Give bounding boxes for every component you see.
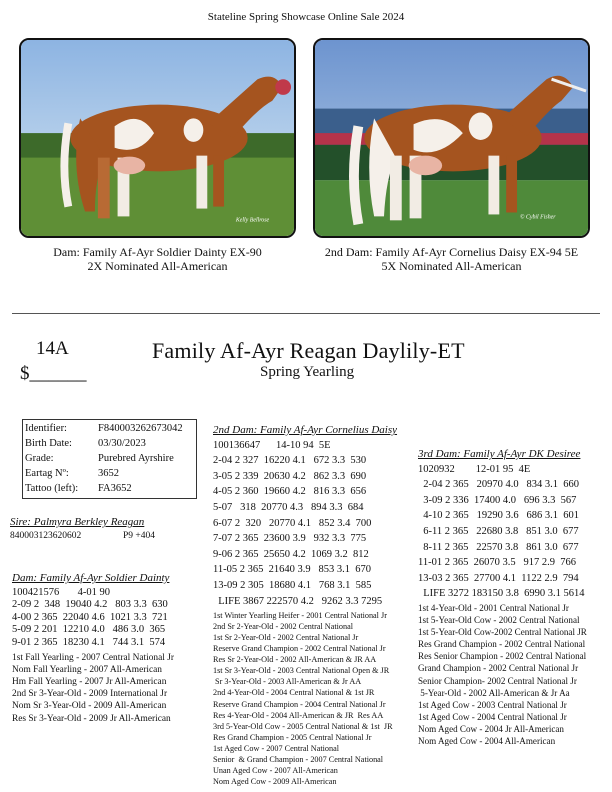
id-row xyxy=(23,423,196,438)
dam-photo xyxy=(19,38,296,238)
award-line: Res Grand Champion - 2002 Central National xyxy=(418,639,586,650)
award-line: Reserve Grand Champion - 2004 Central National Jr xyxy=(213,699,386,709)
record-line: 4-05 2 360 19660 4.2 816 3.3 656 xyxy=(213,486,367,498)
award-line: 3rd 5-Year-Old Cow - 2005 Central National & 1st JR xyxy=(213,721,393,731)
award-line: 1st Aged Cow - 2007 Central National xyxy=(213,743,339,753)
second-dam-awards xyxy=(213,610,413,787)
record-line: 13-03 2 365 27700 4.1 1122 2.9 794 xyxy=(418,572,579,584)
record-line: 5-09 2 201 12210 4.0 486 3.0 365 xyxy=(12,624,166,636)
award-line: 1st 4-Year-Old - 2001 Central National Jr xyxy=(418,602,569,613)
award-line: 1st Winter Yearling Heifer - 2001 Central National Jr xyxy=(213,611,387,621)
second-dam-caption-line1: 2nd Dam: Family Af-Ayr Cornelius Daisy EX-94 5E xyxy=(324,245,579,259)
dam-records xyxy=(12,587,212,650)
second-dam-records xyxy=(213,438,413,610)
record-line: 4-10 2 365 19290 3.6 686 3.1 601 xyxy=(418,510,579,522)
award-line: Unan Aged Cow - 2007 All-American xyxy=(213,765,338,775)
divider xyxy=(12,313,600,314)
award-line: Res Sr 2-Year-Old - 2002 All-American & JR AA xyxy=(213,655,377,665)
record-line: 9-06 2 365 25650 4.2 1069 3.2 812 xyxy=(213,548,369,560)
award-line: 1st Fall Yearling - 2007 Central National Jr xyxy=(12,652,174,663)
id-value: Purebred Ayrshire xyxy=(98,453,174,464)
sire-heading: Sire: Palmyra Berkley Reagan xyxy=(10,516,145,528)
award-line: 1st Aged Cow - 2003 Central National Jr xyxy=(418,699,567,710)
id-value: F840003262673042 xyxy=(98,423,183,434)
third-dam-records xyxy=(418,462,608,602)
record-line: 100136647 14-10 94 5E xyxy=(213,439,331,451)
record-line: 2-04 2 327 16220 4.1 672 3.3 530 xyxy=(213,455,367,467)
award-line: Reserve Grand Champion - 2002 Central National Jr xyxy=(213,644,386,654)
record-line: 6-07 2 320 20770 4.1 852 3.4 700 xyxy=(213,517,372,529)
award-line: Grand Champion - 2002 Central National Jr xyxy=(418,663,579,674)
award-line: 1st Sr 2-Year-Old - 2002 Central National Jr xyxy=(213,633,359,643)
award-line: Senior Champion- 2002 Central National Jr xyxy=(418,675,577,686)
record-line: 6-11 2 365 22680 3.8 851 3.0 677 xyxy=(418,525,579,537)
award-line: Res Sr 3-Year-Old - 2009 Jr All-American xyxy=(12,713,171,724)
record-line: 100421576 4-01 90 xyxy=(12,586,110,598)
second-dam-caption-line2: 5X Nominated All-American xyxy=(381,259,522,273)
sale-title: Stateline Spring Showcase Online Sale 2024 xyxy=(207,11,405,23)
photo-credit-1: Kelly Bellrose xyxy=(235,217,270,224)
id-label: Identifier: xyxy=(25,423,67,434)
record-line: 8-11 2 365 22570 3.8 861 3.0 677 xyxy=(418,541,579,553)
photo-credit-2: © Cybil Fisher xyxy=(519,214,556,221)
award-line: Sr 3-Year-Old - 2003 All-American & Jr AA xyxy=(213,677,362,687)
id-value: FA3652 xyxy=(98,483,132,494)
record-line: 9-01 2 365 18230 4.1 744 3.1 574 xyxy=(12,636,166,648)
id-row xyxy=(23,438,196,453)
dam-awards xyxy=(12,652,212,725)
record-line: 1020932 12-01 95 4E xyxy=(418,463,531,475)
record-line: 11-01 2 365 26070 3.5 917 2.9 766 xyxy=(418,557,576,569)
dam-caption-line1: Dam: Family Af-Ayr Soldier Dainty EX-90 xyxy=(53,245,262,259)
animal-name: Family Af-Ayr Reagan Daylily-ET xyxy=(152,338,465,363)
record-line: 5-07 318 20770 4.3 894 3.3 684 xyxy=(213,501,364,513)
third-dam-heading: 3rd Dam: Family Af-Ayr DK Desiree xyxy=(418,448,581,460)
award-line: Res 4-Year-Old - 2004 All-American & JR Res AA xyxy=(213,710,384,720)
sire-registration: 840003123620602 xyxy=(10,531,82,541)
award-line: Nom Aged Cow - 2009 All-American xyxy=(213,776,337,786)
award-line: 2nd Sr 3-Year-Old - 2009 International Jr xyxy=(12,689,168,700)
price-blank: $______ xyxy=(20,363,87,384)
id-row xyxy=(23,468,196,483)
id-row xyxy=(23,483,196,498)
record-line: 13-09 2 305 18680 4.1 768 3.1 585 xyxy=(213,579,372,591)
dam-heading: Dam: Family Af-Ayr Soldier Dainty xyxy=(12,572,170,584)
award-line: 2nd 4-Year-Old - 2004 Central National & 1st JR xyxy=(213,688,375,698)
record-line: 7-07 2 365 23600 3.9 932 3.3 775 xyxy=(213,533,367,545)
award-line: 5-Year-Old - 2002 All-American & Jr Aa xyxy=(418,687,570,698)
award-line: Senior & Grand Champion - 2007 Central National xyxy=(213,754,384,764)
award-line: 1st Aged Cow - 2004 Central National Jr xyxy=(418,711,567,722)
award-line: Nom Aged Cow - 2004 Jr All-American xyxy=(418,723,564,734)
record-line: LIFE 3272 183150 3.8 6990 3.1 5614 xyxy=(418,588,585,600)
award-line: Nom Fall Yearling - 2007 All-American xyxy=(12,664,162,675)
award-line: 2nd Sr 2-Year-Old - 2002 Central National xyxy=(213,622,353,632)
id-label: Eartag Nº: xyxy=(25,468,69,479)
id-value: 03/30/2023 xyxy=(98,438,146,449)
award-line: 1st 5-Year-Old Cow-2002 Central National JR xyxy=(418,627,587,638)
id-label: Tattoo (left): xyxy=(25,483,79,494)
record-line: 4-00 2 365 22040 4.6 1021 3.3 721 xyxy=(12,611,168,623)
award-line: Res Grand Champion - 2005 Central National Jr xyxy=(213,732,372,742)
record-line: 11-05 2 365 21640 3.9 853 3.1 670 xyxy=(213,564,371,576)
dam-photo-caption xyxy=(19,245,296,273)
third-dam-section xyxy=(418,448,608,747)
id-row xyxy=(23,453,196,468)
award-line: Nom Aged Cow - 2004 All-American xyxy=(418,735,556,746)
third-dam-awards xyxy=(418,602,608,747)
record-line: 3-05 2 339 20630 4.2 862 3.3 690 xyxy=(213,470,367,482)
record-line: LIFE 3867 222570 4.2 9262 3.3 7295 xyxy=(213,595,383,607)
dam-caption-line2: 2X Nominated All-American xyxy=(87,259,228,273)
second-dam-photo xyxy=(313,38,590,238)
award-line: Hm Fall Yearling - 2007 Jr All-American xyxy=(12,676,167,687)
dam-section xyxy=(12,572,212,725)
award-line: 1st Sr 3-Year-Old - 2003 Central National Open & JR xyxy=(213,666,390,676)
identifier-box xyxy=(22,419,197,499)
record-line: 3-09 2 336 17400 4.0 696 3.3 567 xyxy=(418,494,577,506)
award-line: Nom Sr 3-Year-Old - 2009 All-American xyxy=(12,701,167,712)
second-dam-heading: 2nd Dam: Family Af-Ayr Cornelius Daisy xyxy=(213,424,398,436)
second-dam-section xyxy=(213,424,413,787)
lot-number: 14A xyxy=(36,338,69,359)
animal-class: Spring Yearling xyxy=(260,364,355,380)
record-line: 2-09 2 348 19040 4.2 803 3.3 630 xyxy=(12,599,168,611)
sire-score: P9 +404 xyxy=(123,531,156,541)
second-dam-photo-caption xyxy=(300,245,603,273)
record-line: 2-04 2 365 20970 4.0 834 3.1 660 xyxy=(418,479,579,491)
award-line: 1st 5-Year-Old Cow - 2002 Central National xyxy=(418,615,580,626)
id-value: 3652 xyxy=(98,468,119,479)
id-label: Grade: xyxy=(25,453,54,464)
award-line: Res Senior Champion - 2002 Central National xyxy=(418,651,587,662)
id-label: Birth Date: xyxy=(25,438,72,449)
